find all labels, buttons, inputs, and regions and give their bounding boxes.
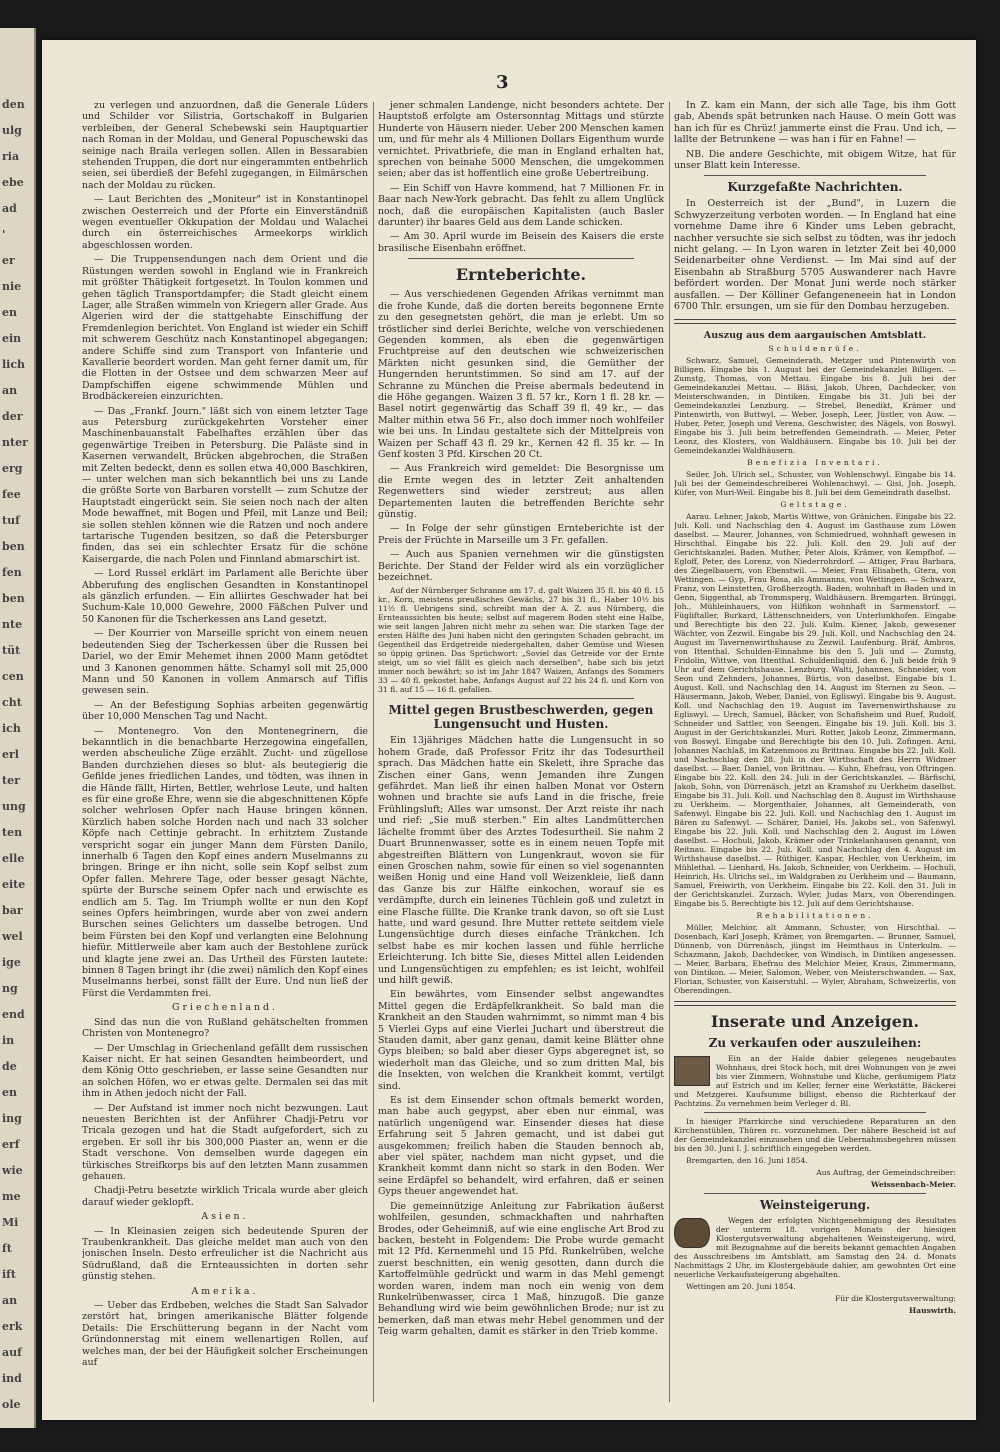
section-heading-inserate: Inserate und Anzeigen.	[710, 1011, 920, 1031]
paragraph: Ein 13jähriges Mädchen hatte die Lungensucht in so hohem Grade, daß Professor Fritz ihr das Todesurtheil sprach. Das Mädchen hatte ein Skelett, ihre Sprache das Zischen einer Gans, wenn Jemanden ihre Zungen gefährdet. Man ließ ihr einen halben Monat vor Ostern wohnen und brachte sie aufs Land in die frische, freie Frühlingsluft; Alles war umsonst. Der Arzt reiste ihr nach und rief: „Sie muß sterben." Ein altes Landmütterchen lächelte frommt über des Arztes Todesurtheil. Sie nahm 2 Duart Brunnenwasser, sotte es in einem neuen Topfe mit abgestreiften Blättern von Lungenkraut, wovon sie für einen Groschen nahm, sowie für einen so viel sogenannten weißen Honig und eine Hand voll Weizenkleie, ließ dann das Ganze bis zur Hälfte einkochen, worauf sie es verdämpfte, durch ein leinenes Tüchlein goß und zuletzt in eine Flasche füllte. Die Kranke trank davon, so oft sie Lust hatte, und ward gesund. Ihre Mutter rettete seitdem viele Lungensüchtige durch dieses einfache Tränkchen. Ich selbst habe es mir kochen lassen und fühle herrliche Erleichterung. Ich bitte Sie, dieses Mittel allen Leidenden und Lungensüchtigen zu empfehlen; es ist leicht, wohlfeil und hilft gewiß.	[378, 735, 664, 986]
divider	[704, 1193, 926, 1194]
anecdote-paragraphs	[674, 100, 956, 171]
adjacent-page-fragment: den	[2, 98, 25, 111]
adjacent-page-fragment: nter	[2, 436, 28, 449]
adjacent-page-fragment: me	[2, 1190, 21, 1203]
adjacent-page-fragment: an	[2, 384, 18, 397]
paragraph: jener schmalen Landenge, nicht besonders achtete. Der Hauptstoß erfolgte am Ostersonntag Mittags und stürzte Hunderte von Häusern nieder. Ueber 200 Menschen kamen um, und für mehr als 4 Millionen Dollars Eigenthum wurde vernichtet. Privatbriefe, die man in England erhalten hat, sprechen von beinahe 5000 Menschen, die umgekommen seien; aber das ist hoffentlich eine große Uebertreibung.	[378, 100, 664, 180]
section-heading-america: Amerika.	[191, 1285, 259, 1297]
adjacent-page-fragment: ng	[2, 982, 18, 995]
paragraph: NB. Die andere Geschichte, mit obigem Witze, hat für unser Blatt kein Interesse.	[674, 148, 956, 172]
adjacent-page-fragment: fen	[2, 566, 22, 579]
paragraph: — Das „Frankf. Journ." läßt sich von einem letzter Tage aus Petersburg zurückgekehrten Vorsteher einer Maschinenbauanstalt Fabelhaftes erzählen über das gegenwärtige Treiben in Petersburg. Die Paläste sind in Kasernen verwandelt, Brücken abgebrochen, die Straßen mit Zelten bedeckt, denn es sollen etwa 40,000 Baschkiren, — unter welchen man sich bekanntlich bei uns zu Lande die größte Sorte von Barbaren vorstellt — zum Schutze der Hauptstadt eingerückt sein. Sie seien noch nach der alten Mode bewaffnet, mit Bogen und Pfeil, mit Lanze und Beil; sie sollen stehlen können wie die Ratzen und noch andere tartarische Tugenden besitzen, so daß die Petersburger finden, das sei ein schlechter Ersatz für die schöne Kaisergarde, die nach Polen und Finnland abmarschirt ist.	[82, 405, 368, 565]
adjacent-page-fragment: ige	[2, 956, 21, 969]
adjacent-page-fragment: an	[2, 1294, 18, 1307]
rehabilitationen-text: Müller, Melchior, alt Ammann, Schuster, von Hirschthal. — Dosenbach, Karl Joseph, Krämer, von Bremgarten. — Brunner, Samuel, Dünnenb, von Dürrenäsch, jüngst im Heimthaus in Unterkulm. — Schazmann, Jakob, Dachdecker, von Windisch, in Dintiken angesessen. — Meier, Barbara, Ehefrau des Melchior Meier, Kraus, Zimmermann, von Dintikon. — Meier, Salomon, Weber, von Meisterschwanden. — Sax, Florian, Schuster, von Kaiserstuhl. — Wyler, Abraham, Schweizerlis, von Oberendingen.	[674, 922, 956, 995]
ad-wine-sig-intro: Für die Klostergutsverwaltung:	[835, 1293, 956, 1303]
divider	[408, 698, 634, 699]
adjacent-page-fragment: tüt	[2, 644, 21, 657]
column-3	[674, 100, 956, 1410]
adjacent-page-fragment: ole	[2, 1398, 21, 1411]
adjacent-page-fragment: ad	[2, 202, 17, 215]
page-number: 3	[496, 72, 509, 93]
adjacent-page-fragment: erg	[2, 462, 23, 475]
paragraph: — Ein Schiff von Havre kommend, hat 7 Millionen Fr. in Baar nach New-York gebracht. Das fehlt zu allem Unglück noch, daß die europäischen Kapitalisten (auch Basler darunter) ihr baares Geld aus dem Lande schicken.	[378, 182, 664, 229]
adjacent-page-fragment: ein	[2, 332, 22, 345]
adjacent-page-fragment: wel	[2, 930, 23, 943]
divider	[674, 319, 956, 324]
short-news-paragraphs	[674, 198, 956, 312]
adjacent-page-fragment: ulg	[2, 124, 22, 137]
paragraph: — Der Aufstand ist immer noch nicht bezwungen. Laut neuesten Berichten ist der Anführer Chadji-Petru vor Tricala gezogen und hat die Stadt aufgefordert, sich zu ergeben. Er soll ihr bis 300,000 Piaster an, wenn er die Stadt verschone. Von demselben wurde dagegen ein türkisches Streifkorps bis auf den letzten Mann zusammen gehauen.	[82, 1102, 368, 1182]
ad-wine-text: Wegen der erfolgten Nichtgenehmigung des Resultates der unterm 18. vorigen Monats der hiesigen Klostergutsverwaltung abgehaltenen Weinsteigerung, wird, mit Bezugnahme auf die bereits bekannt gemachten Angaben des Ausschreibens im Amtsblatt, am Samstag den 24. d. Monats Nachmittags 2 Uhr, im Klostergebäude dahier, am gewohnten Ort eine neuerliche Verkaufssteigerung abgehalten.	[674, 1215, 956, 1279]
paragraph: — In Kleinasien zeigen sich bedeutende Spuren der Traubenkrankheit. Das gleiche meldet man auch von den jonischen Inseln. Desto erfreulicher ist die Nachricht aus Südrußland, daß die Ernteaussichten in dorten sehr günstig stehen.	[82, 1225, 368, 1283]
adjacent-page-fragment: ind	[2, 1372, 22, 1385]
section-heading-remedy: Mittel gegen Brustbeschwerden, gegen Lungensucht und Husten.	[388, 703, 654, 732]
paragraph: — An der Befestigung Sophias arbeiten gegenwärtig über 10,000 Menschen Tag und Nacht.	[82, 699, 368, 723]
paragraph: — Lord Russel erklärt im Parlament alle Berichte über Abberufung des englischen Gesandten in Konstantinopel als gänzlich erfunden. — Ein alliirtes Geschwader hat bei Suchum-Kale 10,000 Gewehre, 2000 Fäßchen Pulver und 50 Kanonen für die Tscherkessen ans Land gesetzt.	[82, 568, 368, 625]
adjacent-page-fragment: lich	[2, 358, 26, 371]
paragraph: zu verlegen und anzuordnen, daß die Generale Lüders und Schilder vor Silistria, Gortschakoff in Bulgarien verbleiben, der General Schebewski sein Hauptquartier nach Roman in der Moldau, und General Popuschewski das seinige nach Braila verlegen sollen. Allen in Bessarabien stehenden Truppen, die dort nur eingerammten entbehrlich seien, sei überdieß der Befehl zugegangen, in Eilmärschen nach der Moldau zu rücken.	[82, 100, 368, 191]
column-divider	[373, 102, 374, 1402]
paragraph: — Auch aus Spanien vernehmen wir die günstigsten Berichte. Der Stand der Felder wird als ein vorzüglicher bezeichnet.	[378, 549, 664, 584]
benefiz-text: Seiler, Joh. Ulrich sel., Schuster, von Wohlenschwyl. Eingabe bis 14. Juli bei der Gemeindeschreiberei Wohlenschwyl. — Gisi, Joh. Joseph, Küfer, von Muri-Weil. Eingabe bis 8. Juli bei dem Gemeindrath daselbst.	[674, 469, 956, 497]
section-heading-amtsblatt: Auszug aus dem aargauischen Amtsblatt.	[703, 329, 927, 341]
ad-church-sig-intro: Aus Auftrag, der Gemeindschreiber:	[816, 1167, 956, 1177]
adjacent-page-fragment: ter	[2, 774, 20, 787]
ad-heading-verkaufen: Zu verkaufen oder auszuleihen:	[708, 1035, 922, 1050]
adjacent-page-fragment: ben	[2, 540, 25, 553]
adjacent-page-fragment: eite	[2, 878, 26, 891]
adjacent-page-fragment: elle	[2, 852, 25, 865]
barrel-icon	[674, 1218, 710, 1248]
divider	[704, 1112, 926, 1113]
column-2	[378, 100, 664, 1410]
ad-church-text: In hiesiger Pfarrkirche sind verschiedene Reparaturen an den Kirchenstühlen, Thüren rc. vorzunehmen. Der nähere Bescheid ist auf der Gemeindekanzlei einzusehen und die Uebernahmsbegehren müssen bis den 30. Juni I. J. schriftlich eingegeben werden.	[674, 1116, 956, 1153]
divider	[704, 175, 926, 176]
adjacent-page-fragment: ft	[2, 1242, 12, 1255]
paragraph: — Der Umschlag in Griechenland gefällt dem russischen Kaiser nicht. Er hat seinen Gesandten heimbeordert, und dem König Otto geschrieben, er lasse seine Gesandten nur an solchen Höfen, wo er etwas gelte. Dermalen sei das mit ihm in Athen jedoch nicht der Fall.	[82, 1042, 368, 1100]
paragraph: Ein bewährtes, vom Einsender selbst angewandtes Mittel gegen die Erdäpfelkrankheit. So bald man die Krankheit an den Stauden wahrnimmt, so nimmt man 4 bis 5 Vierlei Gyps auf eine Vierlei Juchart und überstreut die Stauden damit, aber ganz genau, damit keine Blätter ohne Gyps bleiben; so bald aber dieser Gyps abgeregnet ist, so wiederholt man das Gleiche, und so zum dritten Mal, bis die Insekten, von welchen die Krankheit kommt, vertilgt sind.	[378, 989, 664, 1092]
adjacent-page-fragment: fee	[2, 488, 21, 501]
ad-wine-date: Wettingen am 20. Juni 1854.	[686, 1281, 796, 1291]
adjacent-page-fragment: tuf	[2, 514, 20, 527]
ad-wine-signature: Hauswirth.	[909, 1305, 956, 1315]
adjacent-page-fragment: cen	[2, 670, 24, 683]
section-heading-short-news: Kurzgefaßte Nachrichten.	[727, 180, 903, 195]
divider	[674, 1001, 956, 1006]
paragraph: — Der Kourrier von Marseille spricht von einem neuen bedeutenden Sieg der Tscherkessen über die Russen bei Dariel, wo der Emir Mehemet ihnen 2000 Mann getödtet und 3 Kanonen genommen hätte. Schamyl soll mit 25,000 Mann und 50 Kanonen in vollem Anmarsch auf Tiflis gewesen sein.	[82, 628, 368, 697]
paragraph: — Aus verschiedenen Gegenden Afrikas vernimmt man die frohe Kunde, daß die dorten bereits begonnene Ernte zu den gesegnetsten gehört, die man je erlebt. Um so tröstlicher sind derlei Berichte, welche von verschiedenen Gegenden kommen, als eben die gegenwärtigen Fruchtpreise auf den deutschen wie schweizerischen Märkten nicht gesunken sind, die Gemüther der Hungernden heruntstimmen. So sind am 17. auf der Schranne zu München die Preise abermals bedeutend in die Höhe gegangen. Waizen 3 fl. 57 kr., Korn 1 fl. 28 kr. — Basel notirt gegenwärtig das Schaff 39 fl. 49 kr., — das Malter mithin etwa 56 Fr., also doch immer noch wohlfeiler wie bei uns. In Lindau gestaltete sich der Mittelpreis von Waizen per Schaff 43 fl. 29 kr., Kernen 42 fl. 35 kr. — In Genf kosten 3 Pfd. Kirschen 20 Ct.	[378, 289, 664, 460]
paragraph: — Ueber das Erdbeben, welches die Stadt San Salvador zerstört hat, bringen amerikanische Blätter folgende Details: Die Erschütterung begann in der Nacht vom Gründonnerstag mit einem wellenartigen Rollen, auf welches man, der bei der Häufigkeit solcher Erscheinungen auf	[82, 1300, 368, 1369]
adjacent-page-fragment: bar	[2, 904, 23, 917]
schuldenruefe-text: Schwarz, Samuel, Gemeinderath, Metzger und Pintenwirth von Billigen. Eingabe bis 1. August bei der Gemeindekanzlei Billigen. — Zumstg, Thomas, von Mettau. Eingabe bis 8. Juli bei der Gemeindekanzlei Mettau. — Bläsi, Jakob, Uhren, Dachdecker, von Meisterschwanden, in Dintiken. Eingabe bis 31. Juli bei der Gemeindekanzlei Lenzburg. — Strebel, Benedikt, Krämer und Pintenwirth, von Buttwyl. — Weber, Joseph, Leer, Jüstler, von Auw. — Huber, Peter, Joseph und Verena, Geschwister, des Nägels, von Boswyl. Eingabe bis 3. Juli beim betreffenden Gemeindrath. — Meier, Peter Leonz, des Klosters, von Waldhäusern. Eingabe bis 10. Juli bei der Gemeindekanzlei Waldhäusern.	[674, 355, 956, 455]
adjacent-page-fragment: ich	[2, 722, 21, 735]
column-1	[82, 100, 368, 1410]
adjacent-page-fragment: ben	[2, 592, 25, 605]
paragraph: — Die Truppensendungen nach dem Orient und die Rüstungen werden sowohl in England wie in Frankreich mit größter Thätigkeit fortgesetzt. In Toulon kommen und gehen täglich Transportdampfer; die Stadt gleicht einem Lager, alle Straßen wimmeln von Kriegern aller Grade. Aus Algerien wird der die stattgehabte Einschiffung der Fremdenlegion berichtet. Von England ist wieder ein Schiff mit schwerem Geschütz nach Konstantinopel abgegangen; andere Schiffe sind zum Transport von Infanterie und Kavallerie beordert worden. Man geht ferner damit um, für die Flotten in der Ostsee und dem schwarzen Meer auf Dampfschiffen eigene schwimmende Mühlen und Brodbäckereien einzurichten.	[82, 254, 368, 403]
adjacent-page-fragment: '	[2, 228, 6, 241]
section-heading-harvest: Ernteberichte.	[455, 265, 587, 285]
paragraph: — Laut Berichten des „Moniteur" ist in Konstantinopel zwischen Oesterreich und der Pforte ein Einverständniß wegen eventueller Okkupation der Moldau und Walachei durch ein österreichisches Armeekorps wirklich abgeschlossen worden.	[82, 194, 368, 251]
harvest-paragraphs	[378, 289, 664, 583]
subheading-rehabilitationen: Rehabilitationen.	[756, 910, 874, 920]
adjacent-page-fragment: ing	[2, 1112, 22, 1125]
america-paragraphs	[82, 1300, 368, 1368]
paragraph: Die gemeinnützige Anleitung zur Fabrikation äußerst wohlfeilen, gesunden, schmackhaften und nahrhaften Brodes, oder Geheimniß, auf wie eine englische Art Brod zu backen, besteht in Folgendem: Die Probe wurde gemacht mit 12 Pfd. Kernenmehl und 15 Pfd. Runkelrüben, welche zuerst beschnitten, ein wenig gesotten, dann durch die Kartoffelmühle gedrückt und warm in das Mehl gemengt worden waren, indem man noch ein wenig von dem Runkelrübenwasser, circa 1 Maß, hinzugoß. Die ganze Behandlung wird wie beim gewöhnlichen Brode; nur ist zu bemerken, daß man etwas mehr Hebel genommen und der Teig warm gehalten, damit es stärker in den Trieb komme.	[378, 1200, 664, 1338]
adjacent-page-fragment: cht	[2, 696, 22, 709]
paragraph: Sind das nun die von Rußland gehätschelten frommen Christen von Montenegro?	[82, 1016, 368, 1040]
geltstage-text: Aarau. Lehner, Jakob, Martis Wittwe, von Gränichen. Eingabe bis 22. Juli. Koll. und Nachschlag den 4. August im Gasthause zum Löwen daselbst. — Maurer, Johannes, von Schmiedrued, wohnhaft gewesen in Hirschthal. Eingabe bis 22. Juli. Koll. den 29. Juli auf der Gerichtskanzlei. Baden. Muther, Peter Alois, Krämer, von Kempfhof. — Egloff, Peter, des Lorenz, von Niederrohrdorf. — Attiger, Frau Barbara, des Ziegelbauern, von Ebenstwil. — Meier, Frau Elisabeth, Gtera, von Wettingen. — Gyp, Frau Rosa, als Ammanns, von Wettingen. — Schwarz, Franz, von Leinstetten, Großherzogth. Baden, wohnhaft in Baden und in Genn, Siggenthal, ab Trommsperg, Waldhäusern. Bremgarten. Brünggi, Joh., Mühleinhauers, von Hilfikon wohnhaft in Sarmenstorf. — Fügliftaller, Burkard, Lättenschneiders, von Unterlunkhofen. Eingabe und Berechtigte bis den 22. Juli. Kulm. Kiener, Jakob, gewesener Wächter, von Zezwil. Eingabe bis 29. Juli. Koll. und Nachschlag den 24. August im Tavernenwirthshause zu Zezwil. Laufenburg. Bräf, Ambros, von Ittenthal. Schulden-Einnahme bis den 5. Juli und — Zumstg, Fridolin, Wittwe, von Ittenthal. Schuldenliquid. den 6. Juli beide früh 9 Uhr auf dem Gerichtshause. Lenzburg. Walti, Johannes, Schneider, von Seon und Zehnders, Johannes, Bürtis, von daselbst. Eingabe bis 1. August. Koll. und Nachschlag den 14. August im Sternen zu Seon. — Häusermann, Jakob, Weber, Daniel, von Egliswyl. Eingabe bis 9. August. Koll. und Nachschlag den 19. August im Tavernenwirthshause zu Egliswyl. — Urech, Samuel, Bäcker, von Schafisheim und Ruef, Rudolf, Schneider und Sattler, von Seengen. Eingabe bis 19. Juli. Koll. bis 3. August in der Gerichtskanzlei. Muri. Rotter, Jakob Leonz, Zimmermann, von Boswyl. Eingabe und Berechtigte bis den 10. Juli. Zofingen. Arni, Johannes Nachlaß, im Katzenmoos zu Brittnau. Eingabe bis 22. Juli. Koll. und Nachschlag den 28. Juli in der Wirthschaft des Herrn Widmer daselbst. — Baer, Daniel, von Brittnau. — Kuhn, Ehefrau, von Oftringen. Eingabe bis 22. Koll. den 24. Juli in der Gerichtskanzlei. — Bärfischi, Jakob, Sohn, von Dürrenäsch, jetzt an Kramshof zu Uerkheim daselbst. Eingabe bis 31. Juli. Koll. und Nachschlag den 8. August im Wirthshause zu Uerkheim. — Morgenthaler, Johannes, alt Gemeinderath, von Safenwyl. Eingabe bis 22. Juli. Koll. und Nachschlag den 1. August im Bären zu Safenwyl. — Schärer, Daniel, Hs. Jakobs sel., von Safenwyl. Eingabe bis 22. Juli. Koll. und Nachschlag den 2. August im Löwen daselbst. — Hochuli, Jakob, Krämer oder Trinkelanhausen genannt, von Reitnau. Eingabe bis 22. Juli. Koll. und Nachschlag den 4. August im Wirthshause daselbst. — Rüthiger, Kaspar, Hechler, von Uerkheim, im Mühlethal. — Lienhard, Hs. Jakob, Schneider, von Uerkheim. — Hochuli, Heinrich, Hs. Ulrichs sel., im Waldgraben zu Uerkheim und — Baumann, Samuel, Freiwirth, von Uerkheim. Eingabe bis 22. Koll. den 31. Juli in der Gerichtskanzlei. Zurzach. Wyler, Judas Marx, von Oberendingen. Eingabe bis 5. Berechtigte bis 12. Juli auf dem Gerichtshause.	[674, 511, 956, 908]
subheading-benefiz: Benefizia Inventari.	[747, 457, 883, 467]
paragraph: — In Folge der sehr günstigen Ernteberichte ist der Preis der Früchte in Marseille um 3 Fr. gefallen.	[378, 523, 664, 546]
adjacent-page-fragment: de	[2, 1060, 17, 1073]
adjacent-page-fragment: er	[2, 254, 15, 267]
divider	[408, 258, 634, 259]
paragraph: — Am 30. April wurde im Beisein des Kaisers die erste brasilische Eisenbahn eröffnet.	[378, 231, 664, 254]
newspaper-page	[42, 40, 976, 1420]
adjacent-page-fragment: Mi	[2, 1216, 19, 1229]
adjacent-page-fragment: en	[2, 1086, 17, 1099]
paragraph: In Oesterreich ist der „Bund", in Luzern die Schwyzerzeitung verboten worden. — In England hat eine vornehme Dame ihre 6 Kinder ums Leben gebracht, nachher versuchte sie sich selbst zu tödten, was ihr jedoch nicht gelang. — In Lyon waren in letzter Zeit bei 40,000 Seidenarbeiter ohne Verdienst. — Im Mai sind auf der Eisenbahn ab Straßburg 5705 Auswanderer nach Havre befördert worden. Der Monat Juni werde noch stärker ausfallen. — Der Kölliner Gefangeneneein hat in London 6700 Thlr. ersungen, um sie für den Dombau herzugeben.	[674, 198, 956, 313]
adjacent-page-fragment: ten	[2, 826, 23, 839]
adjacent-page-fragment: ria	[2, 150, 20, 163]
remedy-paragraphs	[378, 735, 664, 1337]
paragraph: — Montenegro. Von den Montenegrinern, die bekanntlich in die benachbarte Herzegowina eingefallen, werden abscheuliche Züge erzählt. Zucht- und zügellose Banden durchziehen dieses so blut- als beutegierig die Gefilde jenes friedlichen Landes, und tödten, was ihnen in die Hände fällt, Hirten, Bettler, wehrlose Leute, und halten es für eine große Ehre, wenn sie die abgeschnittenen Köpfe solcher wehrlosen Opfer nach Hause bringen können. Kürzlich haben solche Horden nach und nach 33 solcher Köpfe nach Cettinje gebracht. In erhitztem Zustande verspricht sogar ein junger Mann dem Fürsten Danilo, innerhalb 6 Tagen den Kopf eines andern Muselmanns zu bringen. Bringe er ihn nicht, solle sein Kopf selbst zum Opfer fallen. Mehrere Tage, oder besser gesagt Nächte, spürte der Bursche seinem Opfer nach und erwischte es endlich am 5. Tag. Im Triumph wollte er nun den Kopf seines Opfers heimbringen, wurde aber von zwei andern Burschen seines Gelichters um dasselbe betrogen. Und beim Fürsten bei den Kopf und verlangten eine Belohnung hiefür. Mittlerweile aber kam auch der Bestohlene zurück und klagte jene zwei an. Das Urtheil des Fürsten lautete: binnen 8 Tagen bringt ihr (die zwei) nämlich den Kopf eines Muselmanns herbei, sonst fällt der Eure. Und nun ließ der Fürst die Verdammten frei.	[82, 725, 368, 999]
adjacent-page-fragment: nte	[2, 618, 23, 631]
house-icon	[674, 1056, 710, 1086]
column-divider	[669, 102, 670, 1402]
ad-church-signature: Weissenbach-Meier.	[871, 1179, 956, 1189]
paragraph: Es ist dem Einsender schon oftmals bemerkt worden, man habe auch gegypst, aber eben nur einmal, was natürlich ungenügend war. Einsender dieses hat diese Erfahrung seit 5 Jahren gemacht, und ist dabei gut ausgekommen; freilich haben die Stauden bennoch ab, aber viel später, nachdem man nicht gypset, und die Krankheit kommt dann nicht so stark in den Boden. Wer seine Erdäpfel so behandelt, wird erfahren, daß er seinen Gyps theuer angewendet hat.	[378, 1095, 664, 1198]
adjacent-page-fragment: erk	[2, 1320, 23, 1333]
adjacent-page-fragment: ebe	[2, 176, 24, 189]
adjacent-page-fragment: nie	[2, 280, 22, 293]
section-heading-greece: Griechenland.	[172, 1002, 278, 1014]
paragraph: — Aus Frankreich wird gemeldet: Die Besorgnisse um die Ernte wegen des in letzter Zeit anhaltenden Regenwetters sind wieder zerstreut; aus allen Departementen lauten die betreffenden Berichte sehr günstig.	[378, 463, 664, 520]
adjacent-page-edge	[0, 28, 36, 1428]
adjacent-page-fragment: auf	[2, 1346, 22, 1359]
adjacent-page-fragment: ift	[2, 1268, 16, 1281]
news-paragraphs	[378, 100, 664, 254]
paragraph: In Z. kam ein Mann, der sich alle Tage, bis ihm Gott gab, Abends spät betrunken nach Hause. O mein Gott was han ich für es Chrüz! jammerte einst die Frau. Und ich, — lallte der Betrunkene — was han i für en Fahne! —	[674, 100, 956, 146]
subheading-geltstage: Geltstage.	[780, 499, 850, 509]
section-heading-asia: Asien.	[201, 1211, 249, 1223]
harvest-small-print: Auf der Nürnberger Schranne am 17. d. galt Waizen 35 fl. bis 40 fl. 15 kr., Korn, meistens preußisches Gewächs, 27 bis 31 fl., Haber 10½ bis 11½ fl. Uebrigens sind, schreibt man der A. Z. aus Nürnberg, die Ernteaussichten bis heute; selbst auf magerem Boden steht eine Halbe, wie seit langen Jahren nicht mehr zu sehen war. Die starken Tage der ersten Hälfte des Juni haben nicht den geringsten Schaden gebracht, im Gegentheil das Erdgetreide niedergehalten, daher Gemüse und Wiesen so üppig grünen. Das Sprüchwort: „Soviel das Getreide vor der Ernte steigt, um so viel fällt es gleich nach derselben", habe sich bis jetzt immer noch bewährt; so ist im Jahr 1847 Waizen, Anfangs des Sommers 33 — 40 fl. gekostet habe, Anfangs August auf 22 bis 24 fl. und Korn von 31 fl. auf 15 — 16 fl. gefallen.	[378, 586, 664, 695]
adjacent-page-fragment: wie	[2, 1164, 23, 1177]
paragraph: Chadji-Petru besetzte wirklich Tricala wurde aber gleich darauf wieder geklopft.	[82, 1185, 368, 1208]
greece-paragraphs	[82, 1017, 368, 1209]
ad-house-text: Ein an der Halde dabier gelegenes neugebautes Wohnhaus, drei Stock hoch, mit drei Wohnungen von je zwei bis vier Zimmern, Wohnstube und Küche, geräumigem Platz auf Estrich und im Keller, ferner eine Werkstätte, Bäckerei und Metzgerei. Kaufsumme billigst, ebenso die Richterkauf der Pachtzins. Zu vernehmen beim Verleger d. Bl.	[674, 1053, 956, 1108]
adjacent-page-fragment: in	[2, 1034, 15, 1047]
asia-paragraphs	[82, 1226, 368, 1283]
adjacent-page-fragment: erl	[2, 748, 19, 761]
adjacent-page-fragment: end	[2, 1008, 25, 1021]
ad-heading-weinsteigerung: Weinsteigerung.	[759, 1197, 871, 1212]
adjacent-page-fragment: erf	[2, 1138, 20, 1151]
news-paragraphs	[82, 100, 368, 999]
adjacent-page-fragment: der	[2, 410, 23, 423]
ad-church-date: Bremgarten, den 16. Juni 1854.	[686, 1155, 808, 1165]
subheading-schuldenruefe: Schuldenrüfe.	[768, 343, 862, 353]
adjacent-page-fragment: ung	[2, 800, 26, 813]
adjacent-page-fragment: en	[2, 306, 17, 319]
